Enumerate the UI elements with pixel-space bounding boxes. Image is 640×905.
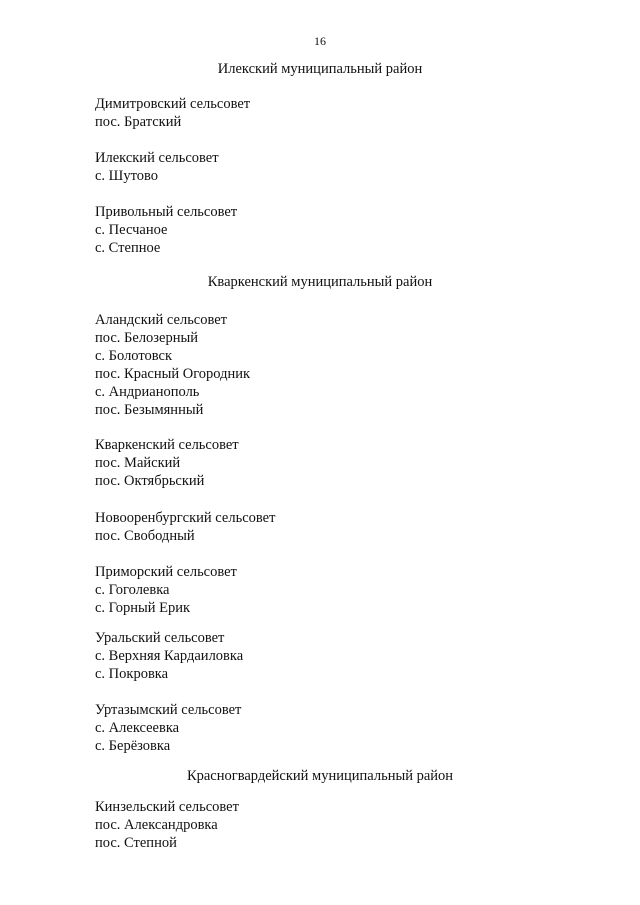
- council-ileksky: [95, 149, 219, 185]
- council-name: Аландский сельсовет: [95, 312, 228, 328]
- council-dimitrovsky: [95, 95, 250, 131]
- council-name: Новооренбургский сельсовет: [95, 510, 276, 526]
- council-novoorenburgsky: [95, 509, 275, 545]
- council-primorsky: [95, 563, 237, 617]
- council-name: Привольный сельсовет: [95, 204, 238, 220]
- settlement: пос. Свободный: [95, 528, 195, 544]
- settlement: пос. Красный Огородник: [95, 366, 251, 382]
- council-uralsky: [95, 629, 243, 683]
- council-name: Кинзельский сельсовет: [95, 799, 239, 815]
- settlement: пос. Александровка: [95, 817, 218, 833]
- settlement: с. Гоголевка: [95, 582, 170, 598]
- settlement: с. Покровка: [95, 666, 169, 682]
- council-name: Уртазымский сельсовет: [95, 702, 242, 718]
- settlement: с. Горный Ерик: [95, 600, 191, 616]
- settlement: пос. Белозерный: [95, 330, 198, 346]
- council-name: Приморский сельсовет: [95, 564, 237, 580]
- council-urtazymsky: [95, 701, 241, 755]
- council-name: Кваркенский сельсовет: [95, 437, 239, 453]
- district-title-ileksky: Илекский муниципальный район: [217, 61, 423, 77]
- settlement: с. Песчаное: [95, 222, 168, 238]
- settlement: пос. Братский: [95, 114, 182, 130]
- settlement: с. Болотовск: [95, 348, 173, 364]
- settlement: с. Степное: [95, 240, 161, 256]
- district-title-krasnogvardeysky: Красногвардейский муниципальный район: [186, 768, 454, 784]
- settlement: с. Андрианополь: [95, 384, 200, 400]
- settlement: с. Шутово: [95, 168, 158, 184]
- council-kinzelsky: [95, 798, 239, 852]
- settlement: с. Верхняя Кардаиловка: [95, 648, 244, 664]
- settlement: пос. Степной: [95, 835, 177, 851]
- council-kvarkensky: [95, 436, 239, 490]
- settlement: с. Берёзовка: [95, 738, 171, 754]
- settlement: пос. Безымянный: [95, 402, 204, 418]
- settlement: пос. Октябрьский: [95, 473, 205, 489]
- council-name: Димитровский сельсовет: [95, 96, 251, 112]
- page-number: 16: [314, 34, 326, 48]
- settlement: с. Алексеевка: [95, 720, 180, 736]
- district-title-kvarkensky: Кваркенский муниципальный район: [207, 274, 433, 290]
- settlement: пос. Майский: [95, 455, 181, 471]
- council-name: Уральский сельсовет: [95, 630, 225, 646]
- council-name: Илекский сельсовет: [95, 150, 219, 166]
- council-alandsky: [95, 311, 250, 419]
- council-privolny: [95, 203, 237, 257]
